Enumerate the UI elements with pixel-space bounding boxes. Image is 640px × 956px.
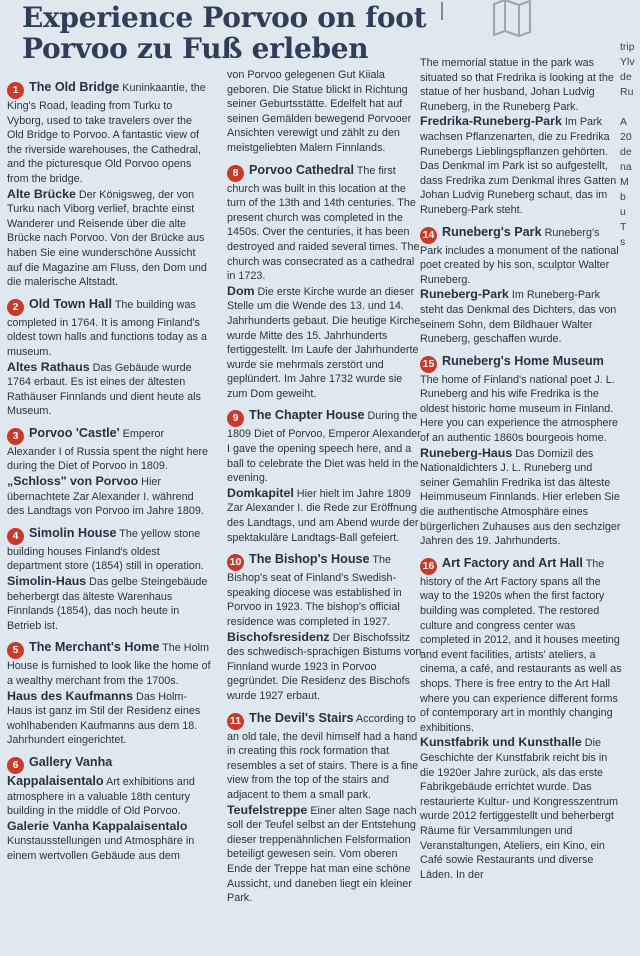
entry-text-german: Einer alten Sage nach soll der Teufel selbst an der Entstehung dieser treppenähnlichen Felsformation beteiligt gewesen sein. Vom oberen Ende der Treppe hat man eine schöne Aussicht, und daneben liegt ein kleiner Park. [227,804,417,905]
entry-english [420,225,622,288]
map-icon [490,0,534,36]
entry-text: Runeberg's Park includes a monument of the national poet created by his son, sculptor Walter Runeberg. [420,226,619,286]
entry-text: The building was completed in 1764. It is among Finland's oldest town halls and functions today as a museum. [7,298,207,358]
page-title [22,2,426,64]
attraction-entry [7,80,211,290]
entry-text: Emperor Alexander I of Russia spent the night here during the Diet of Porvoo in 1809. [7,427,209,473]
attraction-entry [420,556,622,882]
title-german: Porvoo zu Fuß erleben [22,32,369,65]
cropped-fragment: b [620,191,626,203]
entry-text: von Porvoo gelegenen Gut Kiiala geboren. Die Statue blickt in Richtung seiner Geburtsstätte. Edelfelt hat auf seinen Gemälden bewegend Porvooer Ansichten verewigt und zählt zu den meistgeliebten Malern Finnlands. [227,69,412,154]
entry-english [7,80,211,187]
entry-heading: The Bishop's House [249,552,370,567]
entry-english [227,552,423,629]
cropped-fragment: trip [620,41,635,53]
entry-english [7,526,211,574]
entry-text: Art exhibitions and atmosphere in a valuable 18th century building in the middle of Old Porvoo. [7,775,195,818]
entry-english [420,56,622,114]
number-badge: 1 [7,82,24,99]
cropped-fragment: A [620,116,628,128]
entry-heading-german: Kunstfabrik und Kunsthalle [420,735,582,750]
entry-text-german: Der Königsweg, der von Turku nach Viborg verlief, brachte einst Wanderer und Reisende über die alte Brücke nach Porvoo. Von der Brücke aus haben Sie eine wunderschöne Aussicht auf die Magazine am Fluss, den Dom und die malerische Altstadt. [7,188,207,289]
attraction-entry [7,526,211,634]
entry-heading: Simolin House [29,525,117,540]
entry-german [420,735,622,882]
cropped-fragment: s [620,236,626,248]
number-badge: 4 [7,528,24,545]
cropped-fragment: na [620,161,632,173]
number-badge: 16 [420,558,437,575]
column-1 [7,80,211,871]
entry-text-german: Im Park wachsen Pflanzenarten, die zu Fredrika Runebergs Lieblingspflanzen gehörten. Das Denkmal im Park ist so aufgestellt, dass Fredrika zum Denkmal ihres Gatten Johan Ludvig Runeberg schaut, das im Runeberg-Park steht. [420,116,617,216]
entry-german [227,486,423,545]
entry-text-german: Das gelbe Steingebäude beherbergt das älteste Warenhaus Finnlands (1854), das noch heute in Betrieb ist. [7,576,208,632]
entry-heading-german: Dom [227,283,255,298]
entry-german [7,187,211,290]
number-badge: 15 [420,356,437,373]
entry-text: According to an old tale, the devil himself had a hand in creating this rock formation that resembles a set of stairs. There is a fine view from the top of the stairs and adjacent to them a small park. [227,712,419,801]
entry-heading: Old Town Hall [29,296,113,311]
entry-english [7,640,211,688]
entry-heading: The Old Bridge [29,80,120,94]
entry-german [420,446,622,549]
entry-text: The home of Finland's national poet J. L. Runeberg and his wife Fredrika is the oldest historic home museum in Finland. Here you can experience the atmosphere of an authentic 1860s bourgeois home. [420,373,619,445]
entry-english [227,711,423,803]
number-badge: 10 [227,554,244,571]
entry-heading: Porvoo 'Castle' [29,425,120,440]
entry-heading: Porvoo Cathedral [249,162,354,177]
entry-heading-german: „Schloss" von Porvoo [7,474,139,489]
entry-english [7,426,211,474]
title-divider [441,2,443,20]
entry-text: The first church was built in this location at the turn of the 13th and 14th centuries. The present church was completed in the 1450s. Over the centuries, it has been destroyed and raided several times. The church was consecrated as a cathedral in 1723. [227,164,420,283]
entry-english [420,556,622,736]
attraction-entry [7,297,211,419]
cropped-fragment: u [620,206,626,218]
entry-heading-german: Teufelstreppe [227,802,308,817]
attraction-entry [420,354,622,549]
entry-german [420,114,622,217]
entry-english [227,408,423,485]
attraction-entry [420,56,622,218]
entry-text: The history of the Art Factory spans all the way to the 1920s when the first factory building was completed. The restored culture and congress center was completed in 2012, and it houses meeting and event facilities, artists' ateliers, a cinema, a café, and restaurants as well as shops. There is free entry to the Art Hall where you can experience different forms of contemporary art in monthly changing exhibitions. [420,557,622,734]
entry-heading-german: Runeberg-Park [420,287,509,302]
entry-text-german: Die erste Kirche wurde an dieser Stelle um die Wende des 13. und 14. Jahrhunderts gebaut. Die heutige Kirche wurde Mitte des 15. Jahrhunderts fertiggestellt. Im Laufe der Jahrhunderte wurde sie mehrmals zerstört und geplündert. Im Jahre 1732 wurde sie zum Dom geweiht. [227,285,421,400]
attraction-entry [227,163,423,402]
entry-english [227,163,423,284]
entry-text-german: Das Holm-Haus ist ganz im Stil der Residenz eines wohlhabenden Kaufmanns aus dem 18. Jahrhundert eingerichtet. [7,690,201,747]
entry-text-german: Kunstausstellungen und Atmosphäre in einem wertvollen Gebäude aus dem [7,835,195,862]
entry-heading-german: Bischofsresidenz [227,629,330,644]
number-badge: 14 [420,227,437,244]
entry-heading: The Devil's Stairs [249,710,354,725]
entry-text-german: Das Gebäude wurde 1764 erbaut. Es ist eines der ältesten Rathäuser Finnlands und dient heute als Museum. [7,361,201,418]
cropped-fragment: M [620,176,629,188]
entry-text-german: Das Domizil des Nationaldichters J. L. Runeberg und seiner Gemahlin Fredrika ist das älteste Heimmuseum Finnlands. Hier erleben Sie die authentische Atmosphäre eines bürgerlichen Zuhauses aus den sechziger Jahren des 19. Jahrhunderts. [420,447,621,548]
entry-english [227,68,423,156]
entry-english [7,297,211,360]
entry-text-german: Hier hielt im Jahre 1809 Zar Alexander I. die Rede zur Eröffnung des Landtags, und am Abend wurde der spektakuläre Landtags-Ball gefeiert. [227,487,419,544]
entry-heading: The Chapter House [249,408,365,423]
number-badge: 3 [7,428,24,445]
attraction-entry [7,426,211,519]
entry-german [7,360,211,419]
entry-english [420,354,622,446]
number-badge: 5 [7,642,24,659]
entry-german [227,803,423,906]
column-4-cropped [620,40,640,250]
cropped-fragment: T [620,221,627,233]
attraction-entry [227,711,423,906]
column-2 [227,68,423,913]
number-badge: 8 [227,165,244,182]
attraction-entry [227,552,423,703]
cropped-fragment: 20 [620,131,632,143]
attraction-entry [227,68,423,156]
entry-heading-german: Runeberg-Haus [420,445,513,460]
entry-heading-german: Simolin-Haus [7,574,87,589]
cropped-fragment [620,100,640,115]
entry-text-german: Die Geschichte der Kunstfabrik reicht bis in die 1920er Jahre zurück, als das erste Fabrikgebäude errichtet wurde. Das restaurierte Kultur- und Kongresszentrum wurde 2012 fertiggestellt und beherbergt Räume für Versammlungen und Veranstaltungen, Ateliers, ein Kino, ein Café sowie Restaurants und diverse Läden. In der [420,737,619,881]
entry-english [7,755,211,819]
entry-heading: The Merchant's Home [29,640,160,655]
number-badge: 2 [7,299,24,316]
entry-heading: Gallery Vanha Kappalaisentalo [7,754,113,788]
attraction-entry [420,225,622,347]
entry-heading-german: Galerie Vanha Kappalaisentalo [7,818,188,833]
entry-text: During the 1809 Diet of Porvoo, Emperor Alexander I gave the opening speech here, and a ball to celebrate the Diet was held in the evening. [227,410,421,485]
entry-german [227,630,423,704]
entry-heading-german: Altes Rathaus [7,359,90,374]
entry-heading-german: Haus des Kaufmanns [7,688,134,703]
column-3 [420,56,622,889]
entry-text: The yellow stone building houses Finland's oldest department store (1854) still in operation. [7,527,204,573]
entry-text: The Holm House is furnished to look like the home of a wealthy merchant from the 1700s. [7,642,211,687]
cropped-fragment: de [620,71,632,83]
number-badge: 6 [7,757,24,774]
entry-german [7,689,211,748]
attraction-entry [7,755,211,864]
entry-text-german: Der Bischofssitz des schwedisch-sprachigen Bistums von Finnland wurde 1923 in Porvoo gegründet. Die Residenz des Bischofs wurde 1927 erbaut. [227,631,422,702]
entry-german [7,474,211,519]
number-badge: 11 [227,713,244,730]
entry-german [420,287,622,346]
entry-heading-german: Alte Brücke [7,186,76,201]
cropped-fragment: de [620,146,632,158]
entry-text: The memorial statue in the park was situated so that Fredrika is looking at the statue of her husband, Johan Ludvig Runeberg, in the Runeberg Park. [420,57,614,113]
entry-text: The Bishop's seat of Finland's Swedish-speaking diocese was established in Porvoo in 1923. The bishop's official residence was completed in 1927. [227,554,402,628]
cropped-fragment: Ru [620,86,634,98]
attraction-entry [227,408,423,545]
entry-heading: Runeberg's Home Museum [442,353,604,368]
number-badge: 9 [227,410,244,427]
entry-text: Kuninkaantie, the King's Road, leading from Turku to Vyborg, used to take travelers over the Old Bridge to Porvoo. A fantastic view of the riverside warehouses, the Cathedral, and the picturesque Old Porvoo opens from the bridge. [7,82,206,185]
entry-german [7,819,211,864]
entry-heading: Art Factory and Art Hall [442,555,583,570]
entry-text-german: Hier übernachtete Zar Alexander I. während des Landtags von Porvoo im Jahre 1809. [7,476,204,518]
entry-german [7,574,211,633]
attraction-entry [7,640,211,748]
cropped-fragment: Ylv [620,56,635,68]
entry-heading: Runeberg's Park [442,224,542,239]
entry-heading-german: Fredrika-Runeberg-Park [420,114,562,129]
entry-german [227,284,423,402]
entry-heading-german: Domkapitel [227,485,294,500]
title-english: Experience Porvoo on foot [22,1,427,34]
entry-text-german: Im Runeberg-Park steht das Denkmal des Dichters, das von seinem Sohn, dem Bildhauer Walter Runeberg, geschaffen wurde. [420,289,617,346]
